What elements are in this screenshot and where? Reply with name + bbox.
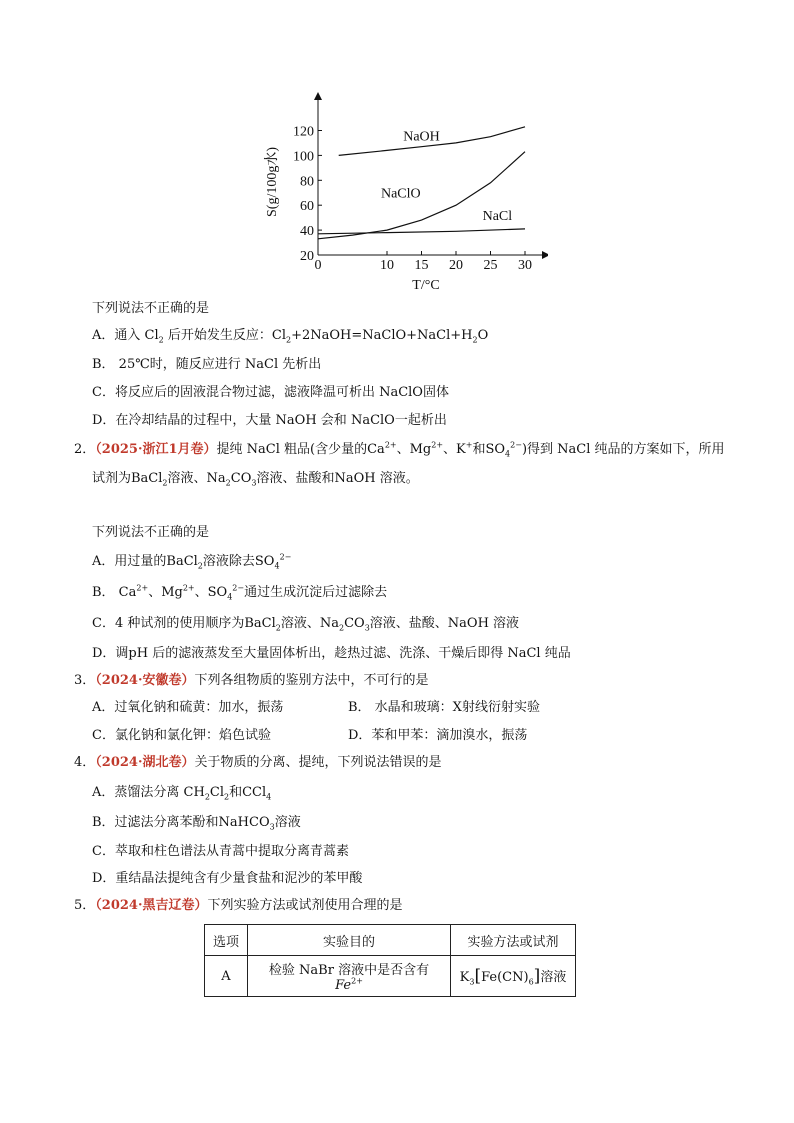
q2-stem-line2: 试剂为BaCl$_2$溶液、$Na_2CO_3$溶液、盐酸和NaOH 溶液。 xyxy=(92,471,419,488)
q5-source: （2024·黑吉辽卷） xyxy=(95,898,208,913)
q2-source: （2025·浙江1月卷） xyxy=(95,442,217,457)
series-label-naclo: NaClO xyxy=(380,186,421,202)
x-tick-label: 10 xyxy=(380,258,394,273)
table-header-option: 选项 xyxy=(205,925,248,956)
q3-option-c[interactable]: C．氯化钠和氯化钾：焰色试验 xyxy=(92,728,271,743)
q4-option-a[interactable]: A．蒸馏法分离 $CH_2Cl_2$和CCl$_4$ xyxy=(92,785,272,802)
y-tick-label: 60 xyxy=(300,199,314,215)
q1-option-d[interactable]: D．在冷却结晶的过程中，大量 NaOH 会和 NaClO一起析出 xyxy=(92,413,447,428)
series-line-naclo xyxy=(318,152,525,239)
x-tick-label: 25 xyxy=(483,258,498,273)
q3-option-b[interactable]: B． 水晶和玻璃：X射线衍射实验 xyxy=(348,700,540,715)
x-axis-label: T/°C xyxy=(412,278,440,292)
table-header-row xyxy=(205,925,576,956)
table-row xyxy=(205,956,576,997)
x-tick-label: 20 xyxy=(449,258,463,273)
q1-option-c[interactable]: C．将反应后的固液混合物过滤，滤液降温可析出 NaClO固体 xyxy=(92,385,449,400)
series-line-nacl xyxy=(318,229,525,234)
q2-option-b[interactable]: B． $Ca^{2+}$、$Mg^{2+}$、$SO_4^{2-}$通过生成沉淀后过滤除去 xyxy=(92,583,388,602)
q1-option-b[interactable]: B． 25℃时，随反应进行 NaCl 先析出 xyxy=(92,357,322,372)
table-cell-method: $K_3[Fe(CN)_6]$溶液 xyxy=(451,956,576,997)
q4-option-d[interactable]: D．重结晶法提纯含有少量食盐和泥沙的苯甲酸 xyxy=(92,871,363,886)
y-tick-label: 80 xyxy=(300,174,314,190)
y-tick-label: 100 xyxy=(293,149,314,165)
q4-source: （2024·湖北卷） xyxy=(95,755,195,770)
q5-table xyxy=(204,924,576,997)
q2-option-d[interactable]: D．调pH 后的滤液蒸发至大量固体析出，趁热过滤、洗涤、干燥后即得 NaCl 纯品 xyxy=(92,646,571,661)
q3-option-a[interactable]: A．过氧化钠和硫黄：加水，振荡 xyxy=(92,700,284,715)
q4-option-c[interactable]: C．萃取和柱色谱法从青蒿中提取分离青蒿素 xyxy=(92,844,349,859)
x-tick-label: 0 xyxy=(314,258,322,273)
series-label-naoh: NaOH xyxy=(403,129,440,145)
table-header-method: 实验方法或试剂 xyxy=(451,925,576,956)
q2-ask: 下列说法不正确的是 xyxy=(92,525,210,540)
q5-stem: 5．（2024·黑吉辽卷）下列实验方法或试剂使用合理的是 xyxy=(74,898,403,913)
q2-stem: 2．（2025·浙江1月卷）提纯 NaCl 粗品(含少量的$Ca^{2+}$、$Mg^{2+}$、K+和$SO_4^{2-}$)得到 NaCl 纯品的方案如下，所用 xyxy=(74,440,725,459)
x-tick-label: 30 xyxy=(518,258,532,273)
q4-option-b[interactable]: B．过滤法分离苯酚和NaHCO$_3$溶液 xyxy=(92,815,301,832)
table-cell-goal: 检验 NaBr 溶液中是否含有 $Fe^{2+}$ xyxy=(248,956,451,997)
y-tick-label: 40 xyxy=(300,224,314,240)
y-tick-label: 120 xyxy=(293,124,314,140)
q2-option-c[interactable]: C．4 种试剂的使用顺序为BaCl$_2$溶液、$Na_2CO_3$溶液、盐酸、NaOH 溶液 xyxy=(92,616,520,633)
table-cell-option: A xyxy=(205,956,248,997)
q3-stem: 3．（2024·安徽卷）下列各组物质的鉴别方法中，不可行的是 xyxy=(74,673,429,688)
series-label-nacl: NaCl xyxy=(482,209,513,225)
y-axis-label: S(g/100g水) xyxy=(265,147,280,217)
q1-option-a[interactable]: A．通入 $Cl_2$ 后开始发生反应：$Cl_2+2NaOH=NaClO+NaCl+H_2O$ xyxy=(92,328,489,345)
q2-option-a[interactable]: A．用过量的BaCl$_2$溶液除去$SO_4^{2-}$ xyxy=(92,552,292,571)
solubility-chart xyxy=(258,92,548,292)
y-tick-label: 20 xyxy=(300,249,314,264)
q4-stem: 4．（2024·湖北卷）关于物质的分离、提纯，下列说法错误的是 xyxy=(74,755,442,770)
q3-option-d[interactable]: D．苯和甲苯：滴加溴水，振荡 xyxy=(348,728,528,743)
q1-stem: 下列说法不正确的是 xyxy=(92,301,210,316)
q3-source: （2024·安徽卷） xyxy=(95,673,195,688)
table-header-goal: 实验目的 xyxy=(248,925,451,956)
x-tick-label: 15 xyxy=(414,258,429,273)
